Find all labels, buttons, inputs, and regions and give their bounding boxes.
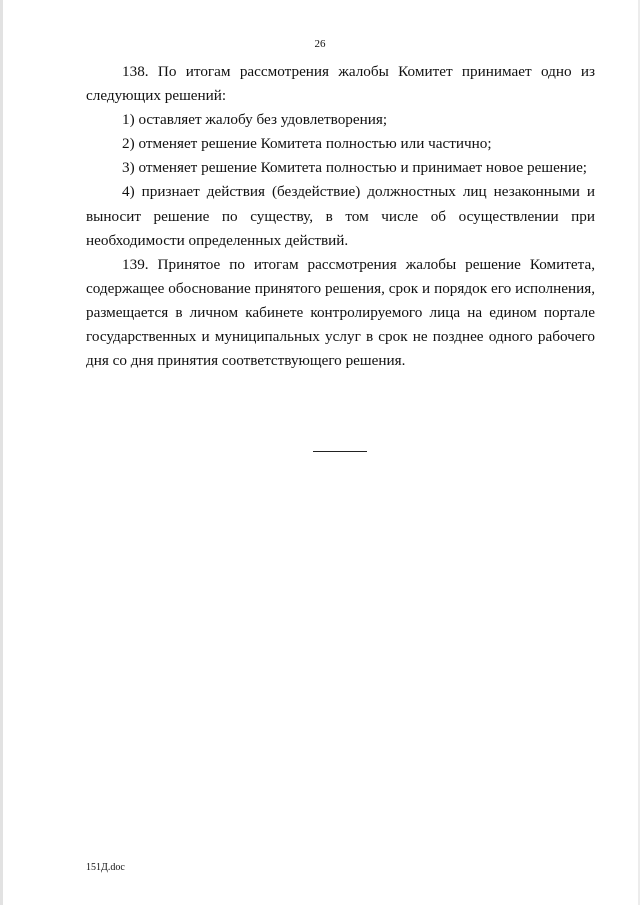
paragraph-item-1: 1) оставляет жалобу без удовлетворения; [122, 111, 388, 129]
paragraph-item-4: 4) признает действия (бездействие) должностных лиц незаконными и выносит решение по существу, в том числе об осуществлении при необходимости определенных действий. [86, 183, 595, 249]
paragraph-138: 138. По итогам рассмотрения жалобы Комитет принимает одно из следующих решений: [86, 63, 595, 105]
paragraph-139: 139. Принятое по итогам рассмотрения жалобы решение Комитета, содержащее обоснование принятого решения, срок и порядок его исполнения, размещается в личном кабинете контролируемого лица на едином портале государственных и муниципальных услуг в срок не позднее одного рабочего дня со дня принятия соответствующего решения. [86, 255, 595, 370]
scan-edge-left [0, 0, 3, 905]
page-number: 26 [314, 38, 326, 50]
file-name-footer: 151Д.doc [86, 862, 125, 873]
end-rule [313, 451, 367, 452]
document-body [86, 60, 595, 373]
paragraph-item-2: 2) отменяет решение Комитета полностью или частично; [122, 135, 492, 153]
paragraph-item-3: 3) отменяет решение Комитета полностью и принимает новое решение; [122, 159, 588, 177]
